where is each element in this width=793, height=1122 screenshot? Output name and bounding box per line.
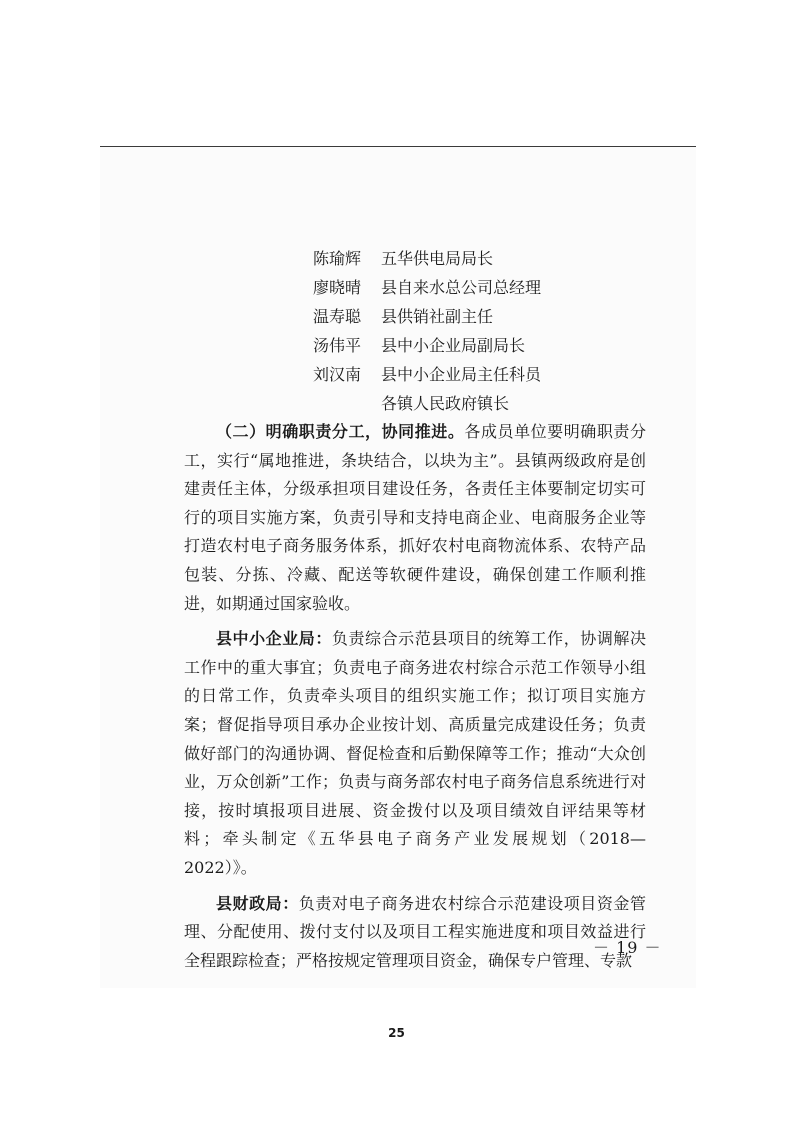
member-title: 县中小企业局主任科员 [381,365,542,384]
paragraph-heading: 县中小企业局： [216,629,332,649]
paragraph [184,890,646,976]
member-row [313,331,541,360]
member-row [313,302,541,331]
member-list [313,244,541,418]
paragraph-heading: 县财政局： [216,893,299,913]
member-title: 县中小企业局副局长 [381,336,526,355]
member-row [313,360,541,389]
member-row [313,389,541,418]
member-title: 县自来水总公司总经理 [381,278,542,297]
member-name: 陈瑜辉 [313,249,362,268]
member-name: 温寿聪 [313,307,362,326]
paragraph [184,625,646,882]
footer-page-number: 25 [388,1026,405,1040]
scan-top-edge [100,146,696,147]
paragraph-text: 负责综合示范县项目的统筹工作，协调解决工作中的重大事宜；负责电子商务进农村综合示范工作领导小组的日常工作，负责牵头项目的组织实施工作；拟订项目实施方案；督促指导项目承办企业按计划、高质量完成建设任务；负责做好部门的沟通协调、督促检查和后勤保障等工作；推动“大众创业，万众创新”工作；负责与商务部农村电子商务信息系统进行对接，按时填报项目进展、资金拨付以及项目绩效自评结果等材料；牵头制定《五华县电子商务产业发展规划（2018—2022）》。 [184,629,646,877]
member-title: 各镇人民政府镇长 [381,394,510,413]
member-name: 廖晓晴 [313,278,362,297]
member-row [313,273,541,302]
paragraph-text: 负责对电子商务进农村综合示范建设项目资金管理、分配使用、拨付支付以及项目工程实施进度和项目效益进行全程跟踪检查；严格按规定管理项目资金，确保专户管理、专款 [184,893,646,970]
member-name: 刘汉南 [313,365,362,384]
body-text [184,418,646,975]
paragraph-heading: （二）明确职责分工，协同推进。 [216,422,465,441]
page-number: － 19 － [593,938,662,957]
paragraph-text: 各成员单位要明确职责分工，实行“属地推进，条块结合，以块为主”。县镇两级政府是创建责任主体，分级承担项目建设任务，各责任主体要制定切实可行的项目实施方案，负责引导和支持电商企业、电商服务企业等打造农村电子商务服务体系，抓好农村电商物流体系、农特产品包装、分拣、冷藏、配送等软硬件建设，确保创建工作顺利推进，如期通过国家验收。 [184,422,646,613]
paragraph [184,418,646,618]
member-title: 五华供电局局长 [381,249,494,268]
member-title: 县供销社副主任 [381,307,494,326]
member-name: 汤伟平 [313,336,362,355]
member-row [313,244,541,273]
